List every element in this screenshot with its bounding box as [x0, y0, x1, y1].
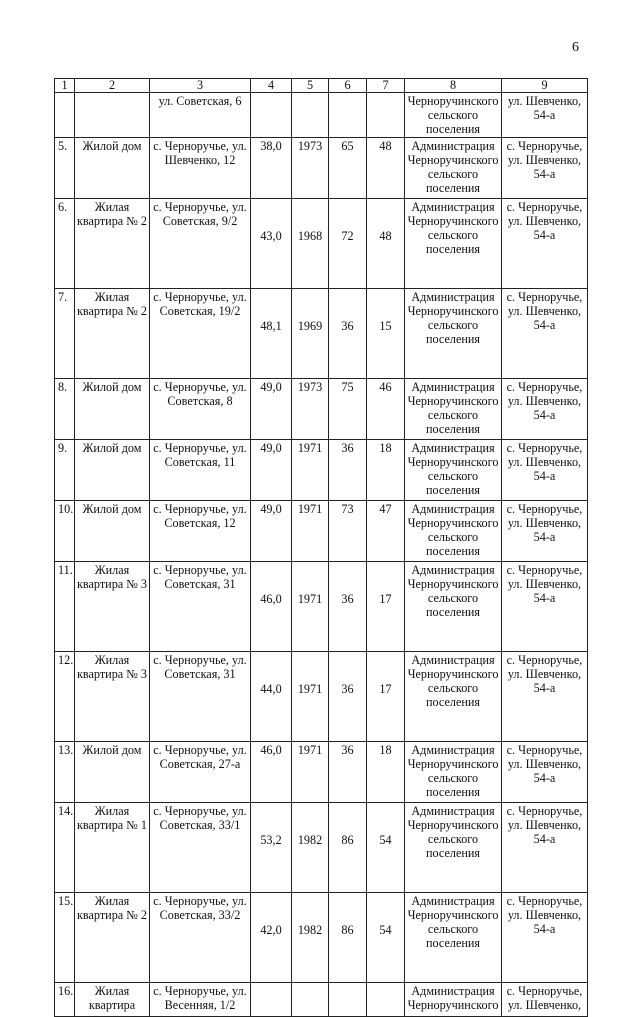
col-6: 36	[329, 440, 367, 501]
object-address: с. Черноручье, ул. Советская, 31	[150, 652, 251, 742]
owner: Администрация Черноручинского сельского поселения	[405, 501, 502, 562]
area: 49,0	[251, 379, 292, 440]
owner-address: с. Черноручье, ул. Шевченко, 54-а	[502, 199, 588, 289]
col-7: 18	[367, 440, 405, 501]
area	[251, 93, 292, 138]
area: 53,2	[251, 803, 292, 893]
object-address: ул. Советская, 6	[150, 93, 251, 138]
column-header: 7	[367, 79, 405, 93]
year-built	[292, 983, 329, 1017]
object-address: с. Черноручье, ул. Советская, 8	[150, 379, 251, 440]
object-type: Жилой дом	[75, 742, 150, 803]
table-row	[55, 562, 588, 652]
col-6: 36	[329, 742, 367, 803]
row-number: 7.	[55, 289, 75, 379]
object-type: Жилой дом	[75, 440, 150, 501]
row-number: 13.	[55, 742, 75, 803]
col-7	[367, 93, 405, 138]
col-7: 54	[367, 803, 405, 893]
property-table	[54, 78, 588, 1017]
col-6: 36	[329, 289, 367, 379]
table-row	[55, 199, 588, 289]
object-address: с. Черноручье, ул. Советская, 33/1	[150, 803, 251, 893]
row-number: 10.	[55, 501, 75, 562]
owner-address: с. Черноручье, ул. Шевченко, 54-а	[502, 562, 588, 652]
col-7: 48	[367, 138, 405, 199]
row-number: 9.	[55, 440, 75, 501]
area: 49,0	[251, 501, 292, 562]
object-address: с. Черноручье, ул. Весенняя, 1/2	[150, 983, 251, 1017]
column-header: 2	[75, 79, 150, 93]
year-built: 1973	[292, 379, 329, 440]
table-row	[55, 440, 588, 501]
col-7: 18	[367, 742, 405, 803]
object-address: с. Черноручье, ул. Советская, 11	[150, 440, 251, 501]
row-number: 6.	[55, 199, 75, 289]
object-address: с. Черноручье, ул. Советская, 19/2	[150, 289, 251, 379]
table-row	[55, 501, 588, 562]
object-type: Жилой дом	[75, 501, 150, 562]
area: 42,0	[251, 893, 292, 983]
column-header: 9	[502, 79, 588, 93]
year-built: 1971	[292, 652, 329, 742]
col-6: 73	[329, 501, 367, 562]
owner-address: с. Черноручье, ул. Шевченко, 54-а	[502, 652, 588, 742]
col-6: 36	[329, 562, 367, 652]
year-built: 1971	[292, 501, 329, 562]
column-header: 8	[405, 79, 502, 93]
column-header: 5	[292, 79, 329, 93]
owner-address: с. Черноручье, ул. Шевченко, 54-а	[502, 803, 588, 893]
table-row	[55, 138, 588, 199]
row-number	[55, 93, 75, 138]
area: 38,0	[251, 138, 292, 199]
owner-address: с. Черноручье, ул. Шевченко, 54-а	[502, 289, 588, 379]
col-6: 86	[329, 803, 367, 893]
owner: Администрация Черноручинского сельского поселения	[405, 742, 502, 803]
object-type: Жилая квартира № 2	[75, 199, 150, 289]
table-row	[55, 93, 588, 138]
year-built: 1969	[292, 289, 329, 379]
col-7: 15	[367, 289, 405, 379]
col-6	[329, 93, 367, 138]
owner: Администрация Черноручинского сельского поселения	[405, 440, 502, 501]
owner-address: с. Черноручье, ул. Шевченко, 54-а	[502, 501, 588, 562]
col-7: 54	[367, 893, 405, 983]
area: 49,0	[251, 440, 292, 501]
owner: Администрация Черноручинского сельского поселения	[405, 199, 502, 289]
col-7: 17	[367, 562, 405, 652]
table-row	[55, 742, 588, 803]
col-6	[329, 983, 367, 1017]
col-7	[367, 983, 405, 1017]
row-number: 11.	[55, 562, 75, 652]
object-type	[75, 93, 150, 138]
object-address: с. Черноручье, ул. Шевченко, 12	[150, 138, 251, 199]
col-6: 86	[329, 893, 367, 983]
year-built: 1982	[292, 893, 329, 983]
year-built: 1968	[292, 199, 329, 289]
owner-address: с. Черноручье, ул. Шевченко, 54-а	[502, 893, 588, 983]
column-header: 4	[251, 79, 292, 93]
object-type: Жилой дом	[75, 138, 150, 199]
owner-address: с. Черноручье, ул. Шевченко, 54-а	[502, 742, 588, 803]
table-row	[55, 379, 588, 440]
area: 48,1	[251, 289, 292, 379]
owner: Администрация Черноручинского сельского поселения	[405, 562, 502, 652]
owner-address: с. Черноручье, ул. Шевченко, 54-а	[502, 440, 588, 501]
table-row	[55, 652, 588, 742]
object-address: с. Черноручье, ул. Советская, 9/2	[150, 199, 251, 289]
object-address: с. Черноручье, ул. Советская, 12	[150, 501, 251, 562]
area: 44,0	[251, 652, 292, 742]
owner-address: с. Черноручье, ул. Шевченко, 54-а	[502, 138, 588, 199]
object-type: Жилая квартира № 1	[75, 803, 150, 893]
area: 46,0	[251, 742, 292, 803]
owner: Администрация Черноручинского сельского поселения	[405, 289, 502, 379]
object-type: Жилой дом	[75, 379, 150, 440]
year-built: 1971	[292, 742, 329, 803]
table-row	[55, 983, 588, 1017]
row-number: 15.	[55, 893, 75, 983]
col-7: 47	[367, 501, 405, 562]
table-row	[55, 803, 588, 893]
object-type: Жилая квартира	[75, 983, 150, 1017]
owner: Черноручинского сельского поселения	[405, 93, 502, 138]
owner: Администрация Черноручинского сельского поселения	[405, 803, 502, 893]
owner-address: ул. Шевченко, 54-а	[502, 93, 588, 138]
col-7: 17	[367, 652, 405, 742]
year-built: 1973	[292, 138, 329, 199]
owner: Администрация Черноручинского	[405, 983, 502, 1017]
year-built: 1971	[292, 562, 329, 652]
owner: Администрация Черноручинского сельского поселения	[405, 379, 502, 440]
object-address: с. Черноручье, ул. Советская, 33/2	[150, 893, 251, 983]
year-built: 1982	[292, 803, 329, 893]
col-7: 48	[367, 199, 405, 289]
row-number: 5.	[55, 138, 75, 199]
object-type: Жилая квартира № 3	[75, 562, 150, 652]
col-6: 75	[329, 379, 367, 440]
owner: Администрация Черноручинского сельского поселения	[405, 893, 502, 983]
owner: Администрация Черноручинского сельского поселения	[405, 138, 502, 199]
year-built: 1971	[292, 440, 329, 501]
page-number: 6	[572, 40, 579, 55]
owner-address: с. Черноручье, ул. Шевченко, 54-а	[502, 379, 588, 440]
table-header-row	[55, 79, 588, 93]
row-number: 8.	[55, 379, 75, 440]
row-number: 12.	[55, 652, 75, 742]
column-header: 1	[55, 79, 75, 93]
year-built	[292, 93, 329, 138]
table-row	[55, 289, 588, 379]
object-type: Жилая квартира № 2	[75, 289, 150, 379]
col-6: 36	[329, 652, 367, 742]
owner: Администрация Черноручинского сельского поселения	[405, 652, 502, 742]
object-type: Жилая квартира № 2	[75, 893, 150, 983]
col-7: 46	[367, 379, 405, 440]
table-row	[55, 893, 588, 983]
row-number: 14.	[55, 803, 75, 893]
column-header: 3	[150, 79, 251, 93]
col-6: 65	[329, 138, 367, 199]
column-header: 6	[329, 79, 367, 93]
col-6: 72	[329, 199, 367, 289]
object-address: с. Черноручье, ул. Советская, 27-а	[150, 742, 251, 803]
object-address: с. Черноручье, ул. Советская, 31	[150, 562, 251, 652]
area: 43,0	[251, 199, 292, 289]
owner-address: с. Черноручье, ул. Шевченко,	[502, 983, 588, 1017]
object-type: Жилая квартира № 3	[75, 652, 150, 742]
row-number: 16.	[55, 983, 75, 1017]
area: 46,0	[251, 562, 292, 652]
area	[251, 983, 292, 1017]
